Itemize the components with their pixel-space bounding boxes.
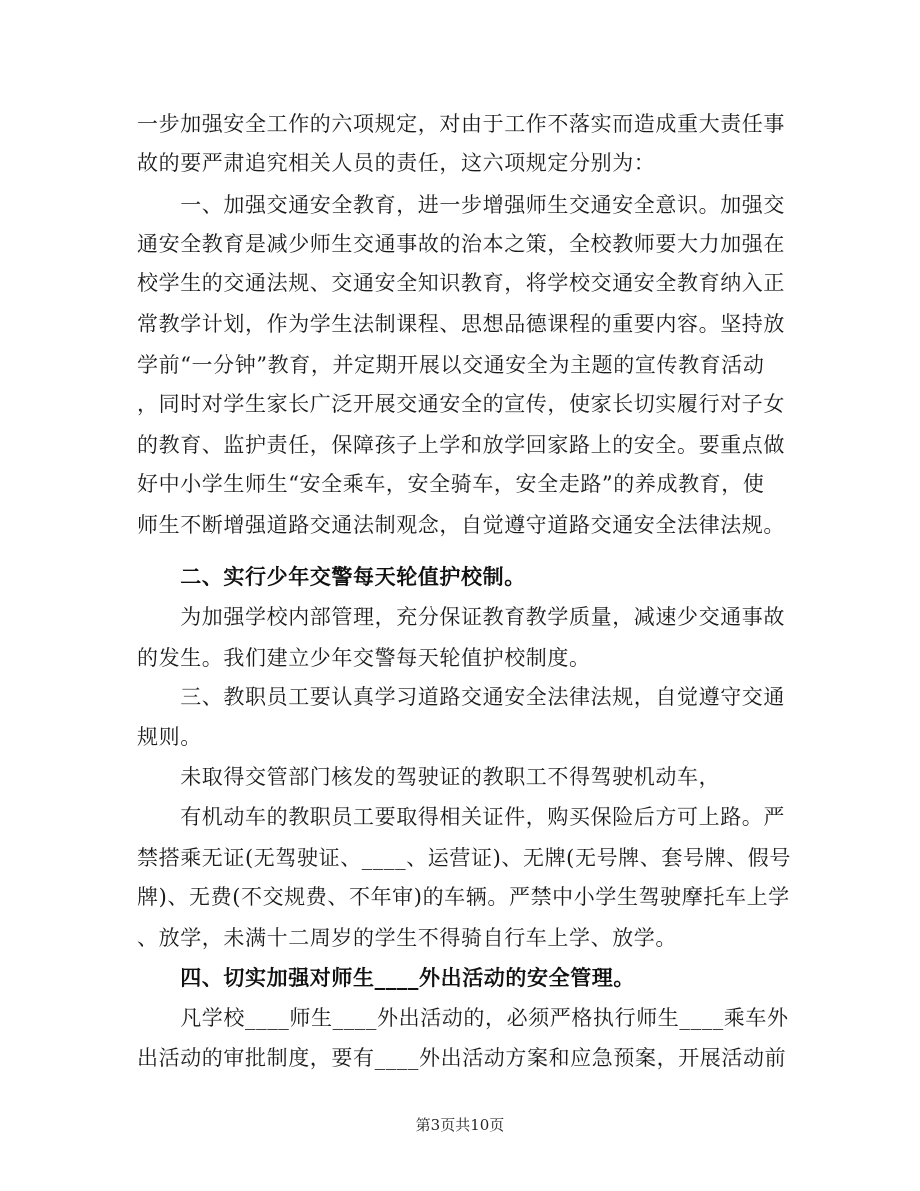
- text-line: 规则。: [137, 725, 202, 749]
- text-line: 牌)、无费(不交规费、不年审)的车辆。严禁中小学生驾驶摩托车上学: [137, 885, 790, 909]
- text-line: 出活动的审批制度，要有____外出活动方案和应急预案，开展活动前: [137, 1046, 787, 1070]
- text-line: 师生不断增强道路交通法制观念，自觉遵守道路交通安全法律法规。: [137, 513, 785, 537]
- text-line: 未取得交管部门核发的驾驶证的教职工不得驾驶机动车，: [137, 765, 721, 789]
- text-line: 、放学，未满十二周岁的学生不得骑自行车上学、放学。: [137, 926, 677, 950]
- text-line: 为加强学校内部管理，充分保证教育教学质量，减速少交通事故: [137, 605, 785, 629]
- text-line: 通安全教育是减少师生交通事故的治本之策，全校教师要大力加强在: [137, 232, 785, 256]
- text-line: 的发生。我们建立少年交警每天轮值护校制度。: [137, 646, 591, 670]
- text-line: 学前“一分钟”教育，并定期开展以交通安全为主题的宣传教育活动: [137, 353, 765, 377]
- text-line: 一、加强交通安全教育，进一步增强师生交通安全意识。加强交: [137, 193, 785, 217]
- page-number: 第3页共10页: [415, 1116, 505, 1134]
- text-line: 一步加强安全工作的六项规定，对由于工作不落实而造成重大责任事: [137, 112, 785, 136]
- text-line: 校学生的交通法规、交通安全知识教育，将学校交通安全教育纳入正: [137, 271, 785, 295]
- text-line: 凡学校____师生____外出活动的，必须严格执行师生____乘车外: [137, 1006, 789, 1030]
- text-line: 好中小学生师生“安全乘车，安全骑车，安全走路”的养成教育，使: [137, 472, 765, 496]
- section-heading: 四、切实加强对师生____外出活动的安全管理。: [137, 965, 635, 990]
- text-line: 禁搭乘无证(无驾驶证、____、运营证)、无牌(无号牌、套号牌、假号: [137, 846, 791, 870]
- text-line: 三、教职员工要认真学习道路交通安全法律法规，自觉遵守交通: [137, 685, 785, 709]
- section-heading: 二、实行少年交警每天轮值护校制。: [137, 564, 526, 589]
- text-line: 常教学计划，作为学生法制课程、思想品德课程的重要内容。坚持放: [137, 312, 785, 336]
- text-line: 有机动车的教职员工要取得相关证件，购买保险后方可上路。严: [137, 805, 785, 829]
- text-line: 的教育、监护责任，保障孩子上学和放学回家路上的安全。要重点做: [137, 433, 785, 457]
- text-line: 故的要严肃追究相关人员的责任，这六项规定分别为：: [137, 151, 656, 175]
- text-line: ，同时对学生家长广泛开展交通安全的宣传，使家长切实履行对子女: [137, 392, 785, 416]
